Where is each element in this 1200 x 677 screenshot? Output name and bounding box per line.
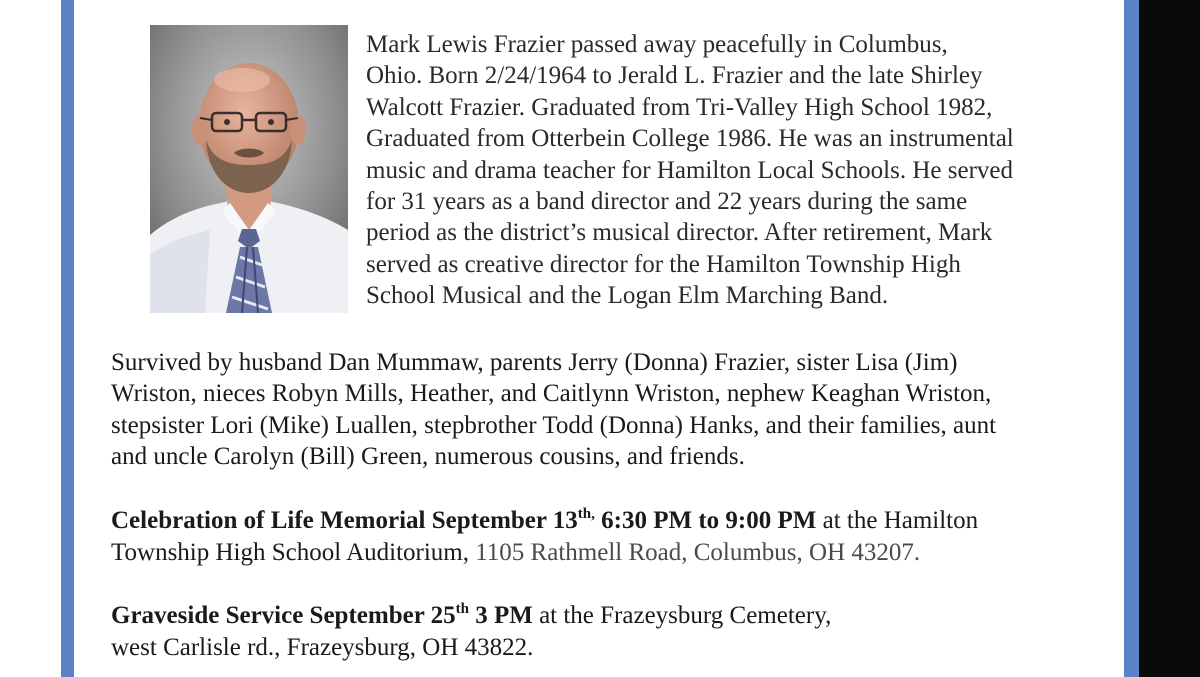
graveside-address: west Carlisle rd., Frazeysburg, OH 43822. bbox=[111, 633, 534, 661]
graveside-date-suffix: th bbox=[455, 601, 469, 617]
bio-line: Ohio. Born 2/24/1964 to Jerald L. Frazier and the late Shirley bbox=[366, 62, 983, 90]
graveside-location: at the Frazeysburg Cemetery, bbox=[532, 602, 832, 629]
celebration-of-life bbox=[111, 505, 1111, 568]
bio-line: Graduated from Otterbein College 1986. He was an instrumental bbox=[366, 125, 1014, 153]
survivors-line: Wriston, nieces Robyn Mills, Heather, and Caitlynn Wriston, nephew Keaghan Wriston, bbox=[111, 380, 992, 408]
page-border-left bbox=[61, 0, 74, 677]
bio-line: for 31 years as a band director and 22 years during the same bbox=[366, 188, 968, 216]
celebration-venue: Township High School Auditorium, bbox=[111, 538, 476, 566]
survivors-paragraph bbox=[111, 347, 1111, 473]
celebration-time: 6:30 PM to 9:00 PM bbox=[594, 507, 817, 534]
celebration-date-suffix: th, bbox=[577, 506, 595, 522]
graveside-time: 3 PM bbox=[468, 602, 533, 629]
survivors-line: Survived by husband Dan Mummaw, parents Jerry (Donna) Frazier, sister Lisa (Jim) bbox=[111, 349, 958, 376]
celebration-line-2 bbox=[111, 537, 1111, 569]
bio-line: served as creative director for the Hamilton Township High bbox=[366, 250, 961, 278]
survivors-line: and uncle Carolyn (Bill) Green, numerous cousins, and friends. bbox=[111, 443, 745, 471]
celebration-location: at the Hamilton bbox=[816, 507, 979, 534]
portrait-illustration bbox=[150, 25, 348, 313]
graveside-title: Graveside Service September 25 bbox=[111, 602, 456, 629]
bio-line: Walcott Frazier. Graduated from Tri-Valley High School 1982, bbox=[366, 93, 993, 121]
celebration-address: 1105 Rathmell Road, Columbus, OH 43207. bbox=[475, 538, 921, 566]
celebration-title: Celebration of Life Memorial September 13 bbox=[111, 507, 578, 534]
page-border-right bbox=[1124, 0, 1139, 677]
bio-line: period as the district’s musical director. After retirement, Mark bbox=[366, 219, 993, 247]
survivors-line: stepsister Lori (Mike) Luallen, stepbrother Todd (Donna) Hanks, and their families, aunt bbox=[111, 411, 997, 439]
graveside-line-1 bbox=[111, 600, 1111, 632]
celebration-line-1 bbox=[111, 505, 1111, 537]
bio-line: School Musical and the Logan Elm Marching Band. bbox=[366, 282, 889, 310]
biography bbox=[366, 29, 1106, 312]
portrait-photo bbox=[150, 25, 348, 313]
bio-line: Mark Lewis Frazier passed away peacefully in Columbus, bbox=[366, 31, 948, 58]
bio-line: music and drama teacher for Hamilton Local Schools. He served bbox=[366, 156, 1013, 184]
graveside-service bbox=[111, 600, 1111, 663]
screen-edge bbox=[1139, 0, 1200, 677]
